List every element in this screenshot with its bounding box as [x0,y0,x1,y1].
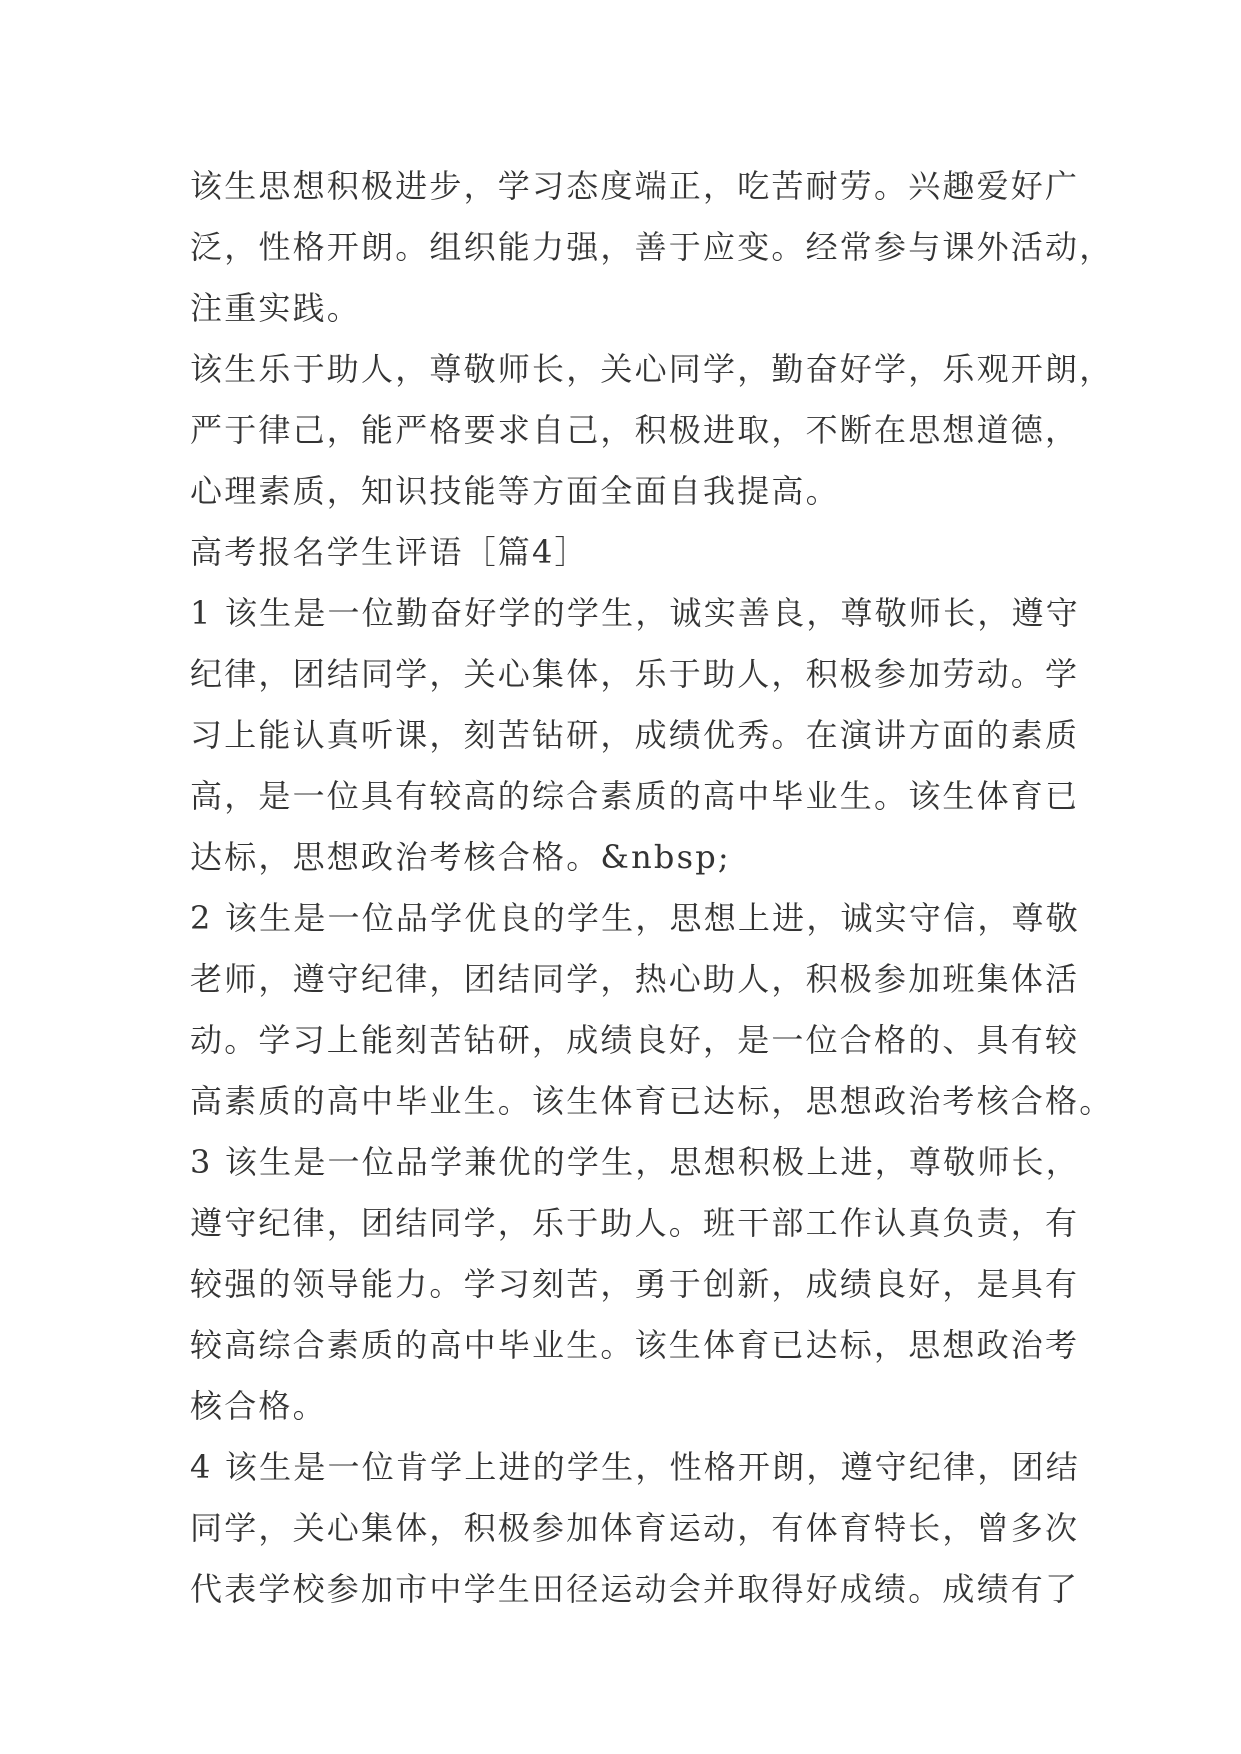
text-line: 心理素质，知识技能等方面全面自我提高。 [190,472,840,510]
text-line: 泛，性格开朗。组织能力强，善于应变。经常参与课外活动， [190,228,1114,266]
text-line: 动。学习上能刻苦钻研，成绩良好，是一位合格的、具有较 [190,1021,1080,1059]
text-line: 老师，遵守纪律，团结同学，热心助人，积极参加班集体活 [190,960,1080,998]
section-heading: 高考报名学生评语［篇4］ [190,533,589,571]
text-line: 该生乐于助人，尊敬师长，关心同学，勤奋好学，乐观开朗， [190,350,1114,388]
text-line: 1 该生是一位勤奋好学的学生，诚实善良，尊敬师长，遵守 [190,594,1080,632]
text-line: 3 该生是一位品学兼优的学生，思想积极上进，尊敬师长， [190,1143,1080,1181]
text-line: 2 该生是一位品学优良的学生，思想上进，诚实守信，尊敬 [190,899,1080,937]
document-body [190,156,1114,1620]
text-line: 该生思想积极进步，学习态度端正，吃苦耐劳。兴趣爱好广 [190,167,1080,205]
text-line: 核合格。 [190,1387,327,1425]
text-line: 较高综合素质的高中毕业生。该生体育已达标，思想政治考 [190,1326,1080,1364]
text-line: 高素质的高中毕业生。该生体育已达标，思想政治考核合格。 [190,1082,1114,1120]
text-line: 严于律己，能严格要求自己，积极进取，不断在思想道德， [190,411,1080,449]
text-line: 习上能认真听课，刻苦钻研，成绩优秀。在演讲方面的素质 [190,716,1080,754]
text-line: 较强的领导能力。学习刻苦，勇于创新，成绩良好，是具有 [190,1265,1080,1303]
text-line: 高，是一位具有较高的综合素质的高中毕业生。该生体育已 [190,777,1080,815]
text-line: 纪律，团结同学，关心集体，乐于助人，积极参加劳动。学 [190,655,1080,693]
text-line: 同学，关心集体，积极参加体育运动，有体育特长，曾多次 [190,1509,1080,1547]
text-line: 代表学校参加市中学生田径运动会并取得好成绩。成绩有了 [190,1570,1080,1608]
text-line: 4 该生是一位肯学上进的学生，性格开朗，遵守纪律，团结 [190,1448,1080,1486]
text-line: 注重实践。 [190,289,362,327]
text-line: 达标，思想政治考核合格。&nbsp; [190,838,731,876]
text-line: 遵守纪律，团结同学，乐于助人。班干部工作认真负责，有 [190,1204,1080,1242]
